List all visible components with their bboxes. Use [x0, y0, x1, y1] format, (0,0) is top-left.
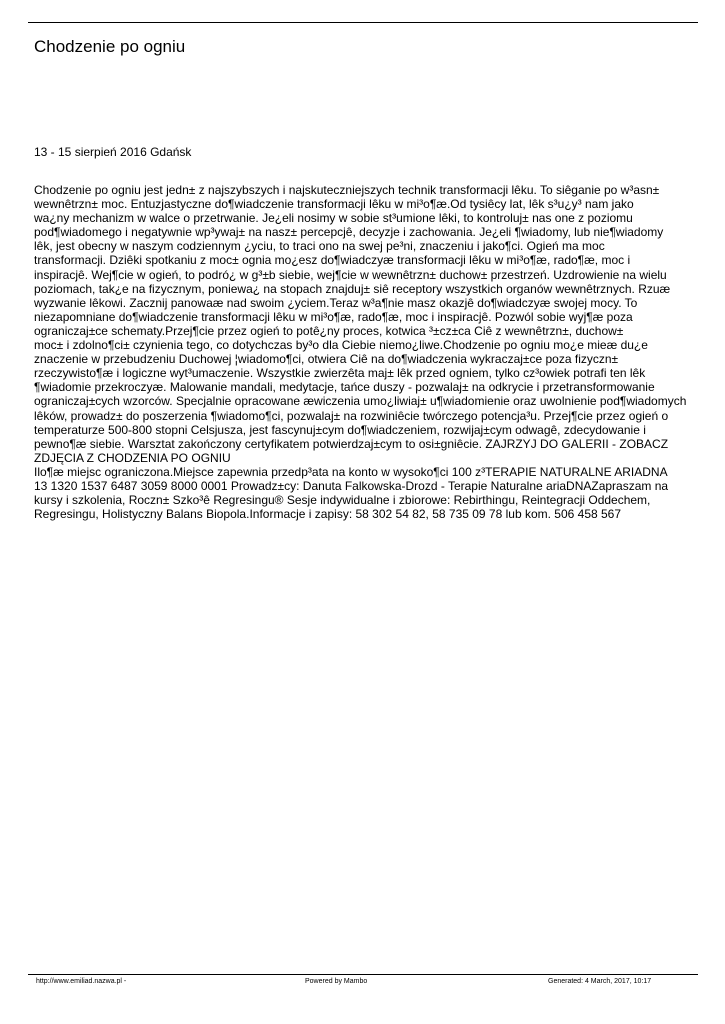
article-line: transformacji. Dziêki spotkaniu z moc± ognia mo¿esz do¶wiadczyæ transformacji lêku w mi³o¶æ, rado¶æ, moc i [34, 253, 631, 268]
article-line: lêków, prowadz± do poszerzenia ¶wiadomo¶ci, pozwalaj± na rozwiniêcie twórczego potencja³u. Przej¶cie przez ogień o [34, 408, 669, 423]
article-line: ograniczaj±ce schematy.Przej¶cie przez ogień to potê¿ny proces, kotwica ³±cz±ca Ciê z wewnêtrzn±, duchow± [34, 323, 624, 338]
footer-url[interactable]: http://www.emiliad.nazwa.pl - [36, 978, 127, 985]
article-line: Ilo¶æ miejsc ograniczona.Miejsce zapewnia przedp³ata na konto w wysoko¶ci 100 z³TERAPIE NATURALNE ARIADNA [34, 464, 668, 479]
article-line: wyzwanie lêkowi. Zacznij panowaæ nad swoim ¿yciem.Teraz w³a¶nie masz okazjê do¶wiadczyæ swojej mocy. To [34, 295, 638, 310]
article-line: moc± i zdolno¶ci± czynienia tego, co dotychczas by³o dla Ciebie niemo¿liwe.Chodzenie po ogniu mo¿e mieæ du¿e [34, 338, 648, 353]
article-line: wewnêtrzn± moc. Entuzjastyczne do¶wiadczenie transformacji lêku w mi³o¶æ.Od tysiêcy lat, lêk s³u¿y³ nam jako [34, 197, 634, 212]
article-line: kursy i szkolenia, Roczn± Szko³ê Regresingu® Sesje indywidualne i zbiorowe: Rebirthingu, Reintegracji Oddechem, [34, 493, 651, 508]
article-line: Chodzenie po ogniu jest jedn± z najszybszych i najskuteczniejszych technik transformacji lêku. To siêganie po w³asn± [34, 183, 660, 197]
top-divider [28, 22, 698, 23]
article-line: lêk, jest obecny w naszym codziennym ¿yciu, to traci ono na swej pe³ni, znaczeniu i jako¶ci. Ogień ma moc [34, 239, 605, 254]
article-line: 13 1320 1537 6487 3059 8000 0001 Prowadz±cy: Danuta Falkowska-Drozd - Terapie Naturalne ariaDNAZapraszam na [34, 478, 669, 493]
footer-generated-date: Generated: 4 March, 2017, 10:17 [548, 978, 652, 985]
article-line: ograniczaj±cych wzorców. Specjalnie opracowane æwiczenia umo¿liwiaj± u¶wiadomienie oraz uwolnienie pod¶wiadomych [34, 394, 687, 409]
article-line: pewno¶æ siebie. Warsztat zakończony certyfikatem potwierdzaj±cym to osi±gniêcie. ZAJRZYJ DO GALERII - ZOBACZ [34, 436, 669, 451]
article-line: znaczenie w przebudzeniu Duchowej ¦wiadomo¶ci, otwiera Ciê na do¶wiadczenia wykraczaj±ce poza fizyczn± [34, 352, 619, 367]
article-body [34, 183, 710, 521]
gallery-link[interactable]: ZDJĘCIA Z CHODZENIA PO OGNIU [34, 450, 231, 465]
article-line: ¶wiadomie przekroczyæ. Malowanie mandali, medytacje, tańce duszy - pozwalaj± na odkrycie i przetransformowanie [34, 380, 655, 395]
article-line: pod¶wiadomego i negatywnie wp³ywaj± na nasz± percepcjê, decyzje i zachowania. Je¿eli ¶wiadomy, lub nie¶wiadomy [34, 225, 664, 240]
contact-line: Regresingu, Holistyczny Balans Biopola.Informacje i zapisy: 58 302 54 82, 58 735 09 78 lub kom. 506 458 567 [34, 507, 622, 522]
page-title: Chodzenie po ogniu [34, 37, 186, 56]
article-line: inspiracjê. Wej¶cie w ogień, to podró¿ w g³±b siebie, wej¶cie w wewnêtrzn± duchow± przestrzeń. Uzdrowienie na wielu [34, 267, 667, 282]
article-line: rzeczywisto¶æ i logiczne wyt³umaczenie. Wszystkie zwierzêta maj± lêk przed ogniem, tylko cz³owiek potrafi ten lêk [34, 366, 646, 381]
bottom-divider [28, 974, 698, 975]
article-line: wa¿ny mechanizm w walce o przetrwanie. Je¿eli nosimy w sobie st³umione lêki, to kontroluj± nas one z poziomu [34, 211, 633, 226]
article-line: poziomach, tak¿e na fizycznym, poniewa¿ na stopach znajduj± siê receptory wszystkich organów wewnêtrznych. Rzuæ [34, 281, 671, 296]
article-line: temperaturze 500-800 stopni Celsjusza, jest fascynuj±cym do¶wiadczeniem, rozwijaj±cym odwagê, zdecydowanie i [34, 422, 646, 437]
event-date-location: 13 - 15 sierpień 2016 Gdańsk [34, 145, 192, 159]
footer-powered-by: Powered by Mambo [305, 978, 368, 985]
article-line: niezapomniane do¶wiadczenie transformacji lêku w mi³o¶æ, rado¶æ, moc i inspiracjê. Pozwól sobie wyj¶æ poza [34, 309, 633, 324]
